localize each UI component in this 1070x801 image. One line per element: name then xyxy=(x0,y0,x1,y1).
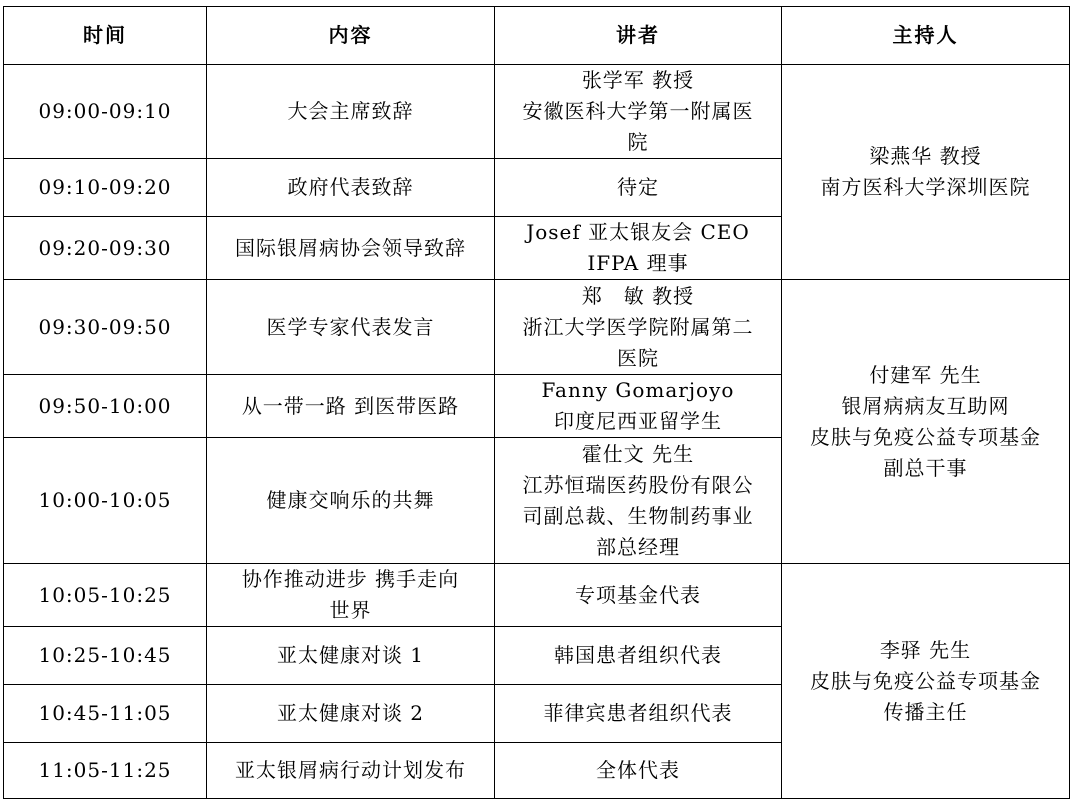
agenda-table xyxy=(3,6,1070,799)
time-cell: 09:10-09:20 xyxy=(4,159,207,217)
speaker-cell: 全体代表 xyxy=(495,743,782,799)
speaker-cell: Fanny Gomarjoyo 印度尼西亚留学生 xyxy=(495,375,782,438)
time-cell: 09:30-09:50 xyxy=(4,280,207,375)
header-time: 时间 xyxy=(4,7,207,65)
content-cell: 医学专家代表发言 xyxy=(207,280,495,375)
speaker-cell: 霍仕文 先生 江苏恒瑞医药股份有限公 司副总裁、生物制药事业 部总经理 xyxy=(495,438,782,564)
header-content: 内容 xyxy=(207,7,495,65)
content-cell: 亚太健康对谈 1 xyxy=(207,627,495,685)
table-row xyxy=(4,564,1070,627)
content-cell: 协作推动进步 携手走向 世界 xyxy=(207,564,495,627)
speaker-cell: 张学军 教授 安徽医科大学第一附属医 院 xyxy=(495,65,782,159)
speaker-cell: 韩国患者组织代表 xyxy=(495,627,782,685)
header-row xyxy=(4,7,1070,65)
time-cell: 09:20-09:30 xyxy=(4,217,207,280)
host-cell: 付建军 先生 银屑病病友互助网 皮肤与免疫公益专项基金 副总干事 xyxy=(782,280,1070,564)
speaker-cell: Josef 亚太银友会 CEO IFPA 理事 xyxy=(495,217,782,280)
content-cell: 亚太健康对谈 2 xyxy=(207,685,495,743)
time-cell: 10:05-10:25 xyxy=(4,564,207,627)
content-cell: 政府代表致辞 xyxy=(207,159,495,217)
content-cell: 从一带一路 到医带医路 xyxy=(207,375,495,438)
speaker-cell: 专项基金代表 xyxy=(495,564,782,627)
header-host: 主持人 xyxy=(782,7,1070,65)
speaker-cell: 郑 敏 教授 浙江大学医学院附属第二 医院 xyxy=(495,280,782,375)
time-cell: 09:50-10:00 xyxy=(4,375,207,438)
time-cell: 10:45-11:05 xyxy=(4,685,207,743)
header-speaker: 讲者 xyxy=(495,7,782,65)
host-cell: 李驿 先生 皮肤与免疫公益专项基金 传播主任 xyxy=(782,564,1070,799)
content-cell: 国际银屑病协会领导致辞 xyxy=(207,217,495,280)
speaker-cell: 待定 xyxy=(495,159,782,217)
time-cell: 09:00-09:10 xyxy=(4,65,207,159)
speaker-cell: 菲律宾患者组织代表 xyxy=(495,685,782,743)
table-row xyxy=(4,280,1070,375)
content-cell: 亚太银屑病行动计划发布 xyxy=(207,743,495,799)
time-cell: 10:25-10:45 xyxy=(4,627,207,685)
content-cell: 大会主席致辞 xyxy=(207,65,495,159)
time-cell: 11:05-11:25 xyxy=(4,743,207,799)
content-cell: 健康交响乐的共舞 xyxy=(207,438,495,564)
time-cell: 10:00-10:05 xyxy=(4,438,207,564)
host-cell: 梁燕华 教授 南方医科大学深圳医院 xyxy=(782,65,1070,280)
table-row xyxy=(4,65,1070,159)
